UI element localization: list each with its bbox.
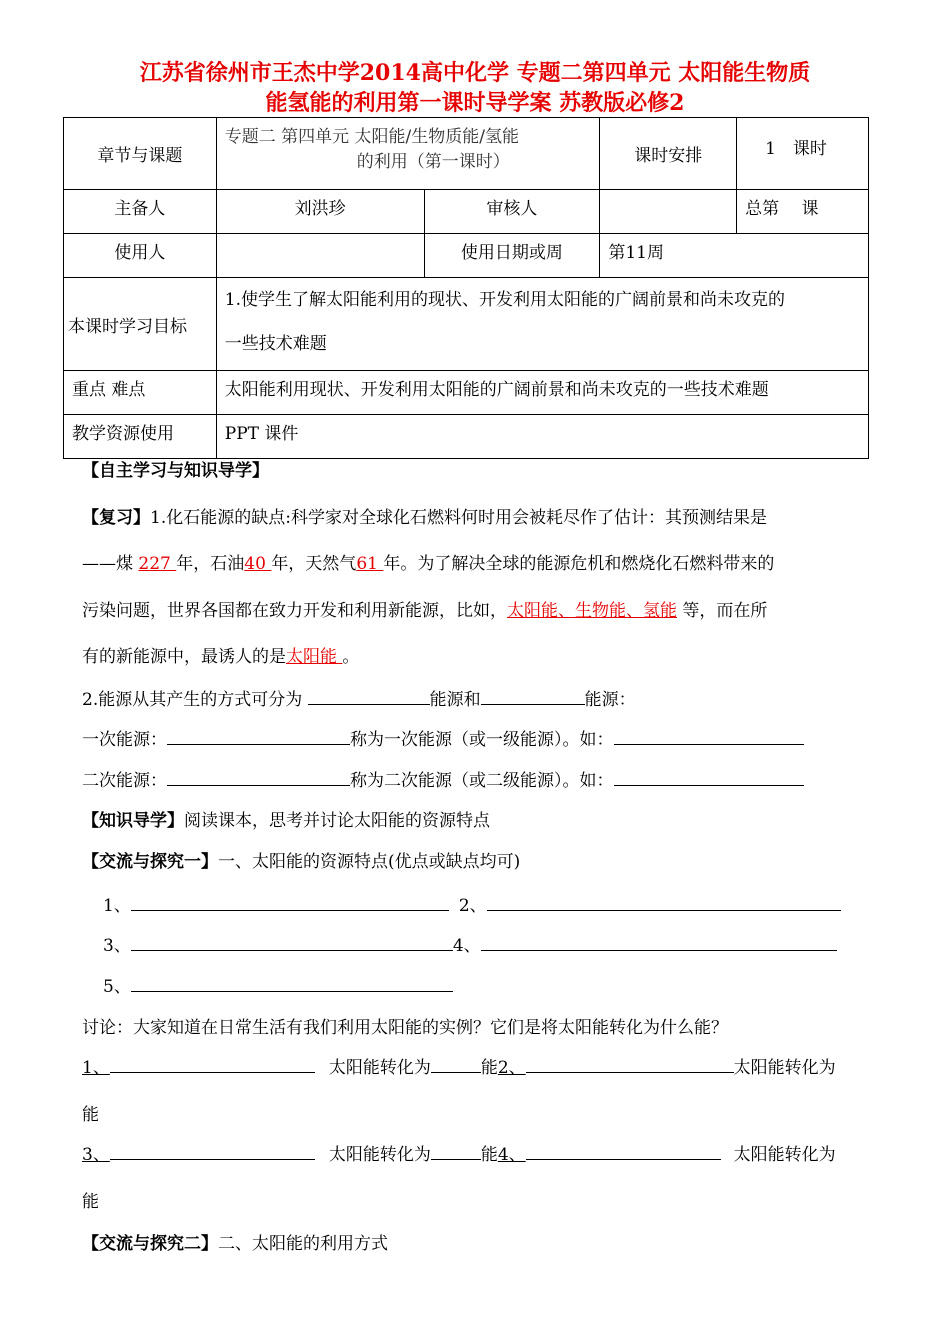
fill-blank[interactable] [481,688,585,705]
item-number: 3、 [82,1145,110,1165]
text: 二、太阳能的利用方式 [218,1234,388,1254]
text: 年。为了解决全球的能源危机和燃烧化石燃料带来的 [383,554,775,574]
table-cell: 使用人 [64,234,217,278]
table-cell: 第11周 [600,234,869,278]
fill-blank[interactable] [131,934,453,951]
text: 太阳能转化为 [733,1058,836,1078]
answer-coal: 227 [138,554,177,574]
review-line-2 [82,553,868,575]
text: 年，天然气 [271,554,357,574]
text: 污染问题，世界各国都在致力开发和利用新能源，比如， [82,601,507,621]
cell-line: 的利用（第一课时） [356,152,510,172]
fill-blank[interactable] [481,934,837,951]
text: 。 [342,647,360,667]
text: 一、太阳能的资源特点(优点或缺点均可) [218,852,521,872]
text: ——煤 [82,554,139,574]
item-number: 1、 [103,896,131,916]
guide-line [82,810,868,832]
text: 有的新能源中，最诱人的是 [82,647,286,667]
section-heading: 【自主学习与知识导学】 [82,461,269,481]
text: 能源： [584,690,636,710]
item-number: 4、 [452,936,481,956]
text: 能源和 [429,690,481,710]
fill-blank[interactable] [526,1056,734,1073]
item-number: 4、 [497,1145,526,1165]
table-cell: 课时安排 [600,118,737,190]
text: 太阳能转化为 [328,1145,431,1165]
document-title [60,58,890,118]
answer-oil: 40 [244,554,272,574]
fill-blank[interactable] [131,894,449,911]
table-cell: 太阳能利用现状、开发利用太阳能的广阔前景和尚未攻克的一些技术难题 [216,371,868,415]
fill-blank[interactable] [614,728,804,745]
text: 年，石油 [176,554,245,574]
cell-line: 1.使学生了解太阳能利用的现状、开发利用太阳能的广阔前景和尚未攻克的 [224,290,785,310]
review-paragraph [82,507,868,529]
text: 称为一次能源（或一级能源）。如： [350,730,614,750]
text: 等，而在所 [677,601,768,621]
text: 太阳能转化为 [733,1145,836,1165]
text: 1.化石能源的缺点:科学家对全球化石燃料何时用会被耗尽作了估计：其预测结果是 [150,508,767,528]
fill-blank[interactable] [526,1143,721,1160]
discussion-row-2 [82,1143,868,1166]
fill-blank[interactable] [487,894,841,911]
guide-tag: 【知识导学】 [82,811,184,831]
fill-blank[interactable] [614,769,804,786]
cell-line: 专题二 第四单元 太阳能/生物质能/氢能 [224,127,520,147]
primary-energy-line [82,728,868,751]
fill-blank[interactable] [308,688,430,705]
table-cell: 章节与课题 [64,118,217,190]
continuation: 能 [82,1105,99,1125]
discussion-prompt: 讨论：大家知道在日常生活有我们利用太阳能的实例？它们是将太阳能转化为什么能？ [82,1018,728,1038]
table-cell: 1 课时 [737,118,869,190]
discussion-row-1 [82,1056,868,1079]
table-cell: 主备人 [64,190,217,234]
review-line-4 [82,646,868,668]
text: 能 [480,1058,498,1078]
text: 称为二次能源（或二级能源）。如： [350,771,614,791]
explore-2-heading [82,1233,868,1255]
table-cell [216,234,424,278]
answer-most-attractive: 太阳能 [286,647,343,667]
item-number: 1、 [82,1058,110,1078]
table-cell: 总第 课 [737,190,869,234]
text: 阅读课本，思考并讨论太阳能的资源特点 [184,811,490,831]
fill-blank[interactable] [431,1056,481,1073]
fill-blank[interactable] [167,769,350,786]
table-cell [600,190,737,234]
table-cell [216,118,600,190]
table-cell: 教学资源使用 [64,415,217,459]
table-cell [216,278,868,371]
item-number: 2、 [458,896,487,916]
title-line-2: 能氢能的利用第一课时导学案 苏教版必修2 [265,90,685,116]
item-number: 2、 [497,1058,526,1078]
text: 太阳能转化为 [328,1058,431,1078]
table-row [64,234,869,278]
table-row [64,190,869,234]
table-row [64,371,869,415]
explore-1-heading [82,851,868,873]
question-2 [82,688,868,711]
secondary-energy-line [82,769,868,792]
table-row [64,278,869,371]
title-line-1: 江苏省徐州市王杰中学2014高中化学 专题二第四单元 太阳能生物质 [139,60,811,86]
table-cell: 使用日期或周 [424,234,600,278]
review-tag: 【复习】 [82,508,150,528]
fill-blank[interactable] [131,975,453,992]
text: 2.能源从其产生的方式可分为 [82,690,308,710]
explore-tag: 【交流与探究一】 [82,852,218,872]
table-cell: 审核人 [424,190,600,234]
table-row [64,415,869,459]
text: 二次能源： [82,771,167,791]
table-row [64,118,869,190]
fill-blank[interactable] [431,1143,481,1160]
list-item [103,975,868,998]
fill-blank[interactable] [167,728,350,745]
info-table [63,117,869,459]
review-line-3 [82,600,868,622]
table-cell: 本课时学习目标 [64,278,217,371]
table-cell: 重点 难点 [64,371,217,415]
answer-gas: 61 [356,554,384,574]
item-number: 3、 [103,936,131,956]
list-item [103,894,868,917]
table-cell: 刘洪珍 [216,190,424,234]
fill-blank[interactable] [110,1056,315,1073]
list-item [103,934,868,957]
answer-new-energies: 太阳能、生物能、氢能 [507,601,677,621]
explore-tag: 【交流与探究二】 [82,1234,218,1254]
continuation: 能 [82,1192,99,1212]
fill-blank[interactable] [110,1143,315,1160]
table-cell: PPT 课件 [216,415,868,459]
text: 能 [480,1145,498,1165]
cell-line: 一些技术难题 [224,334,327,354]
item-number: 5、 [103,977,131,997]
text: 一次能源： [82,730,167,750]
